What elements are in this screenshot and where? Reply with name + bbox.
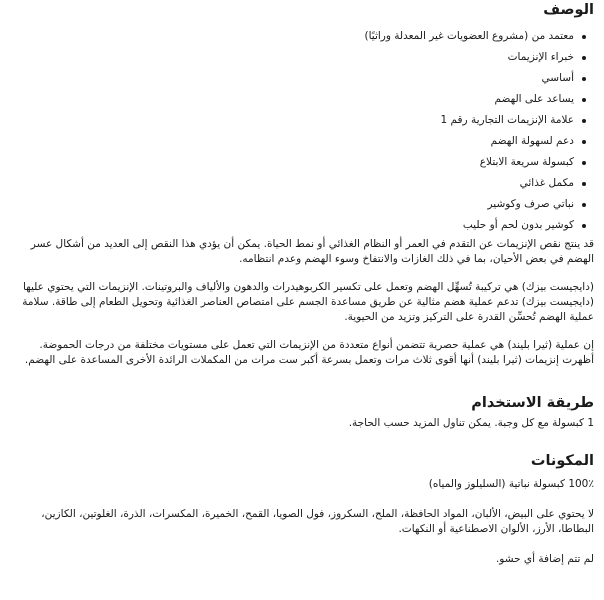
ingredients-free-of: لا يحتوي على البيض، الألبان، المواد الحافظة، الملح، السكروز، فول الصويا، القمح، الخميرة، المكسرات، الذرة، الغلوتين، الكازين، البطاطا، الأرز، الألوان الاصطناعية أو النكهات. xyxy=(41,508,594,535)
usage-heading: طريقة الاستخدام xyxy=(471,395,594,411)
ingredients-capsule: 100٪ كبسولة نباتية (السليلوز والمياه) xyxy=(428,478,594,490)
feature-item: كوشير بدون لحم أو حليب xyxy=(6,215,574,236)
feature-item: علامة الإنزيمات التجارية رقم 1 xyxy=(6,110,574,131)
feature-item: كبسولة سريعة الابتلاع xyxy=(6,152,574,173)
feature-item: مكمل غذائي xyxy=(6,173,574,194)
feature-item: نباتي صرف وكوشير xyxy=(6,194,574,215)
usage-text: 1 كبسولة مع كل وجبة. يمكن تناول المزيد حسب الحاجة. xyxy=(348,417,594,429)
ingredients-section xyxy=(6,451,594,567)
feature-item: دعم لسهولة الهضم xyxy=(6,131,574,152)
feature-item: خبراء الإنزيمات xyxy=(6,47,574,68)
ingredients-heading: المكونات xyxy=(530,453,594,469)
description-paragraph: (دايجيست بيزك) هي تركيبة تُسهِّل الهضم وتعمل على تكسير الكربوهيدرات والدهون والألياف والبروتينات. الإنزيمات التي يحتوي عليها (دايجيست بيزك) تدعم عملية هضم مثالية عن طريق مساعدة الجسم على امتصاص العناصر الغذائية وتحويل الطعام إلى طاقة. سلامة عملية الهضم تُحسِّن القدرة على التركيز وتزيد من الحيوية. xyxy=(22,281,594,323)
description-section xyxy=(6,0,594,368)
ingredients-no-filler: لم تتم إضافة أي حشو. xyxy=(495,553,594,565)
feature-item: أساسي xyxy=(6,68,574,89)
description-heading: الوصف xyxy=(543,2,594,18)
usage-section xyxy=(6,393,594,431)
description-paragraph: قد ينتج نقص الإنزيمات عن التقدم في العمر أو النظام الغذائي أو نمط الحياة. يمكن أن يؤدي هذا النقص إلى العديد من أشكال عسر الهضم في بعض الأحيان، بما في ذلك الغازات والانتفاخ وسوء الهضم وعدم انتظامه. xyxy=(30,238,594,265)
feature-list xyxy=(6,26,594,236)
feature-item: يساعد على الهضم xyxy=(6,89,574,110)
feature-item: معتمد من (مشروع العضويات غير المعدلة وراثيًا) xyxy=(6,26,574,47)
description-paragraph: إن عملية (ثيرا بليند) هي عملية حصرية تتضمن أنواع متعددة من الإنزيمات التي تعمل على مستويات مختلفة من درجات الحموضة. أظهرت إنزيمات (ثيرا بليند) أنها أقوى ثلاث مرات وتعمل بسرعة أكبر ست مرات من المكملات الرائدة الأخرى المساعدة على الهضم. xyxy=(24,339,594,366)
